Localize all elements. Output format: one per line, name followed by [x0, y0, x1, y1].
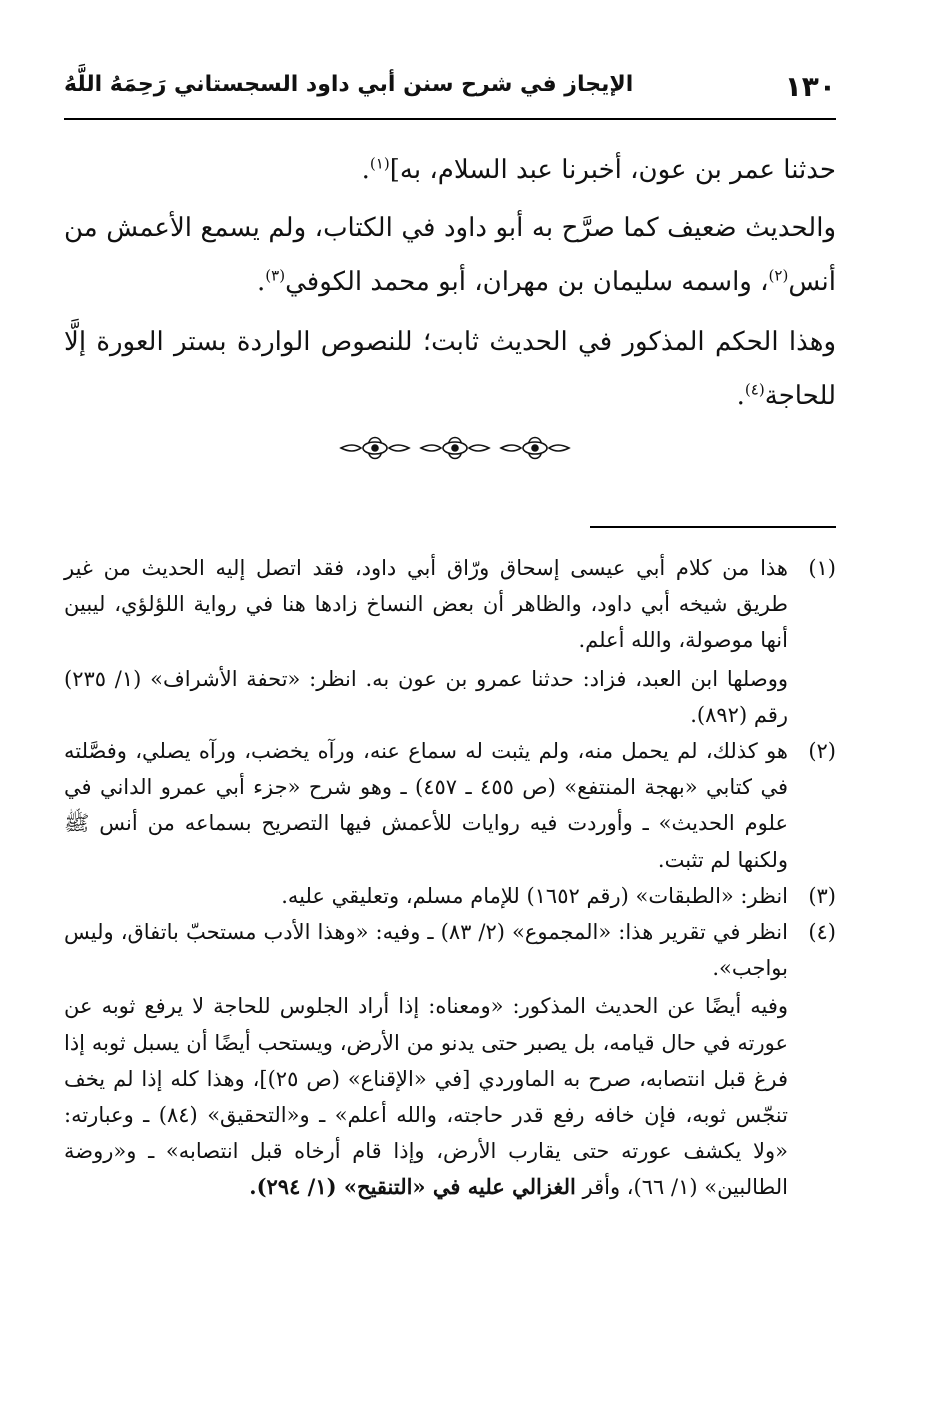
main-paragraph: [64, 201, 836, 309]
footnote: [64, 914, 836, 1206]
punctuation: .: [361, 155, 370, 185]
footnote-text: هذا من كلام أبي عيسى إسحاق ورّاق أبي داود، فقد اتصل إليه الحديث من غير طريق شيخه أبي داود، والظاهر أن بعض النساخ زادها هنا في رواية اللؤلؤي، ليبين أنها موصولة، والله أعلم.: [64, 556, 788, 653]
footnote-number: (١): [808, 556, 836, 580]
page-header: [64, 64, 836, 110]
footnote-text: هو كذلك، لم يحمل منه، ولم يثبت له سماع عنه، ورآه يخضب، ورآه يصلي، وفصَّلته في كتابي «بهجة المنتفع» (ص ٤٥٥ ـ ٤٥٧) ـ وهو شرح «جزء أبي عمرو الداني في علوم الحديث» ـ وأوردت فيه روايات للأعمش فيها التصريح بسماعه من أنس ﷺ ولكنها لم تثبت.: [64, 739, 788, 872]
header-rule: [64, 118, 836, 120]
main-text: [64, 143, 836, 427]
footnote-text-segment: وفيه أيضًا عن الحديث المذكور: «ومعناه: إذا أراد الجلوس للحاجة لا يرفع ثوبه عن عورته في حال قيامه، بل يصبر حتى يدنو من الأرض، ويستحب أيضًا أن يسبل ثوبه إذا فرغ قبل انتصابه، صرح به الماوردي [في «الإقناع» (ص ٢٥)]، وهذا كله إذا لم يخف تنجّس ثوبه، فإن خافه رفع قدر حاجته، والله أعلم» ـ و«التحقيق» (٨٤) ـ وعبارته: «ولا يكشف عورته حتى يقارب الأرض، وإذا قام أرخاه قبل انتصابه» ـ و«روضة الطالبين» (١/ ٦٦)، وأقر: [64, 994, 788, 1200]
footnote: [64, 733, 836, 878]
main-paragraph: [64, 315, 836, 423]
punctuation: .: [256, 267, 266, 297]
footnote-separator: [590, 526, 836, 528]
floral-divider-icon: [335, 428, 575, 468]
footnote-text-bold: الغزالي عليه في «التنقيح» (١/ ٢٩٤).: [249, 1174, 576, 1200]
paragraph-text: والحديث ضعيف كما صرَّح به أبو داود في الكتاب، ولم يسمع الأعمش من أنس: [64, 213, 836, 297]
footnote: [64, 550, 836, 733]
paragraph-text: حدثنا عمر بن عون، أخبرنا عبد السلام، به]: [389, 155, 836, 185]
paragraph-text: وهذا الحكم المذكور في الحديث ثابت؛ للنصوص الواردة بستر العورة إلَّا للحاجة: [64, 327, 836, 411]
footnote-ref[interactable]: (٤): [744, 380, 765, 399]
footnote-text: انظر في تقرير هذا: «المجموع» (٢/ ٨٣) ـ وفيه: «وهذا الأدب مستحبّ باتفاق، وليس بواجب».: [64, 920, 788, 981]
running-title: الإيجاز في شرح سنن أبي داود السجستاني رَحِمَهُ اللَّهُ: [64, 72, 634, 97]
footnote-ref[interactable]: (٣): [265, 266, 286, 285]
footnote-number: (٤): [808, 920, 836, 945]
footnote-text: انظر: «الطبقات» (رقم ١٦٥٢) للإمام مسلم، وتعليقي عليه.: [281, 883, 788, 908]
footnote-number: (٢): [808, 739, 836, 764]
footnote-text: [64, 988, 788, 1205]
paragraph-text: ، واسمه سليمان بن مهران، أبو محمد الكوفي: [285, 267, 769, 297]
punctuation: .: [736, 381, 745, 411]
footnote-ref[interactable]: (٢): [768, 266, 789, 285]
footnote-text: ووصلها ابن العبد، فزاد: حدثنا عمرو بن عون به. انظر: «تحفة الأشراف» (١/ ٢٣٥) رقم (٨٩٢).: [64, 666, 788, 727]
footnote-ref[interactable]: (١): [369, 154, 390, 173]
footnote: [64, 878, 836, 914]
footnotes: [64, 550, 836, 1206]
main-paragraph: [64, 143, 836, 197]
footnote-number: (٣): [808, 883, 836, 908]
page-number: ١٣٠: [784, 70, 836, 103]
